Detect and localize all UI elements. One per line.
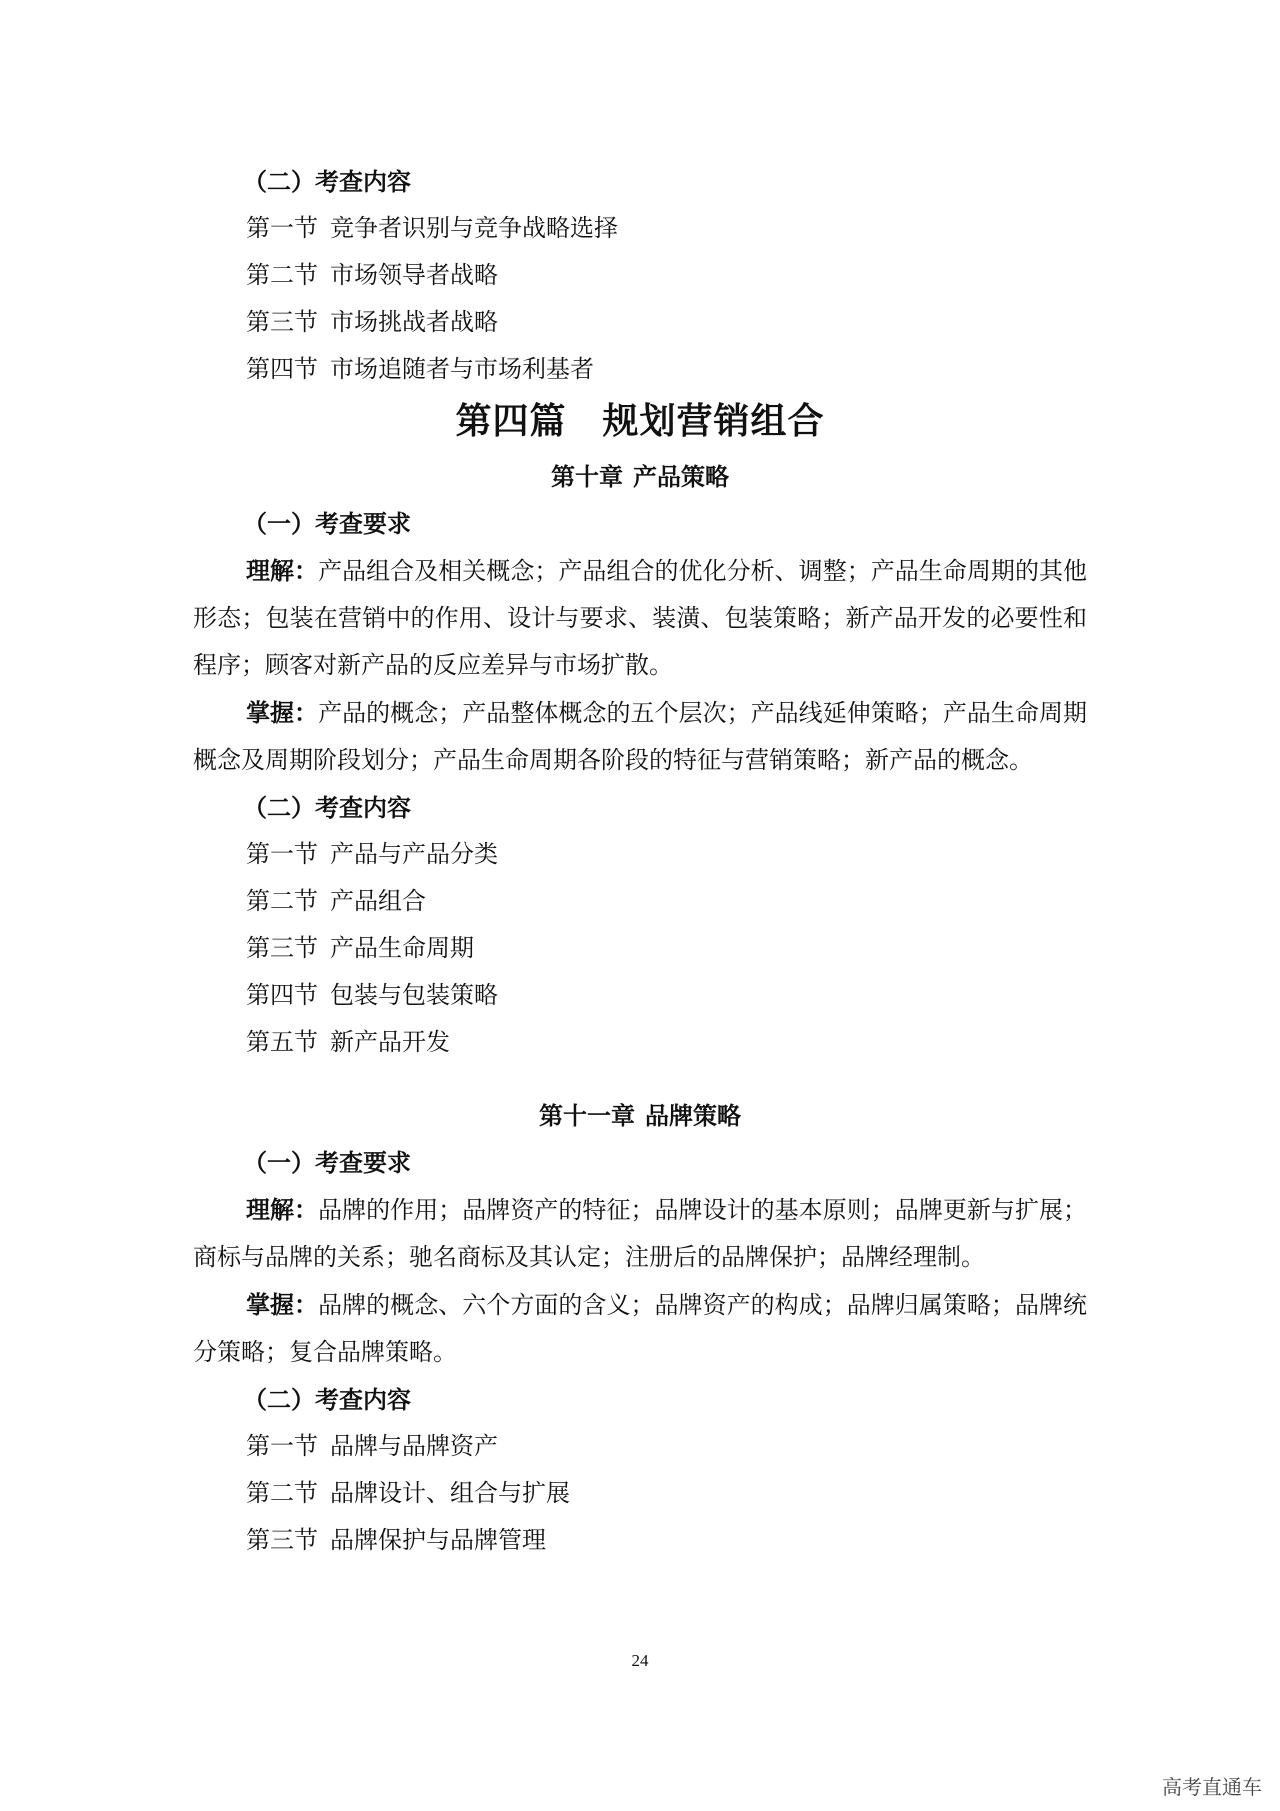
- understand-text: 产品组合及相关概念；产品组合的优化分析、调整；产品生命周期的其他形态；包装在营销中的作用、设计与要求、装潢、包装策略；新产品开发的必要性和程序；顾客对新产品的反应差异与市场扩散。: [193, 557, 1088, 679]
- section-number: 第一节: [246, 214, 318, 242]
- part-name: 规划营销组合: [602, 400, 825, 442]
- section-number: 第三节: [246, 934, 318, 962]
- chapter-title: [193, 453, 1087, 500]
- section-item: [193, 831, 1087, 878]
- section-title: 市场追随者与市场利基者: [330, 355, 594, 383]
- section-item: [193, 252, 1087, 299]
- chapter-number: 第十一章: [539, 1101, 635, 1130]
- understand-paragraph: [193, 547, 1087, 689]
- section-title: 新产品开发: [330, 1028, 450, 1056]
- understand-label: 理解：: [246, 1195, 319, 1224]
- section-item: [193, 346, 1087, 393]
- section-title: 产品生命周期: [330, 934, 474, 962]
- understand-text: 品牌的作用；品牌资产的特征；品牌设计的基本原则；品牌更新与扩展；商标与品牌的关系；驰名商标及其认定；注册后的品牌保护；品牌经理制。: [193, 1196, 1088, 1271]
- section-number: 第五节: [246, 1028, 318, 1056]
- section-number: 第三节: [246, 1526, 318, 1554]
- section-title: 市场挑战者战略: [330, 308, 498, 336]
- exam-content-heading: （二）考查内容: [243, 1385, 411, 1414]
- section-title: 竞争者识别与竞争战略选择: [330, 214, 618, 242]
- exam-content-heading: （二）考查内容: [243, 167, 411, 196]
- section-title: 市场领导者战略: [330, 261, 498, 289]
- section-item: [193, 878, 1087, 925]
- section-item: [193, 1423, 1087, 1470]
- section-number: 第二节: [246, 261, 318, 289]
- section-title: 品牌与品牌资产: [330, 1432, 498, 1460]
- chapter-name: 产品策略: [633, 462, 729, 491]
- chapter-number: 第十章: [551, 462, 623, 491]
- section-item: [193, 972, 1087, 1019]
- section-title: 品牌保护与品牌管理: [330, 1526, 546, 1554]
- master-text: 产品的概念；产品整体概念的五个层次；产品线延伸策略；产品生命周期概念及周期阶段划分；产品生命周期各阶段的特征与营销策略；新产品的概念。: [193, 699, 1088, 774]
- understand-label: 理解：: [246, 556, 319, 585]
- section-number: 第一节: [246, 1432, 318, 1460]
- master-label: 掌握：: [246, 698, 319, 727]
- master-paragraph: [193, 1281, 1087, 1376]
- section-item: [193, 1517, 1087, 1564]
- exam-requirements-heading: （一）考查要求: [243, 509, 411, 538]
- section-number: 第二节: [246, 887, 318, 915]
- section-title: 品牌设计、组合与扩展: [330, 1479, 570, 1507]
- spacer: [193, 1066, 1087, 1092]
- section-number: 第三节: [246, 308, 318, 336]
- chapter-title: [193, 1092, 1087, 1139]
- understand-paragraph: [193, 1186, 1087, 1281]
- section-item: [193, 1019, 1087, 1066]
- exam-requirements-heading: （一）考查要求: [243, 1148, 411, 1177]
- section-number: 第四节: [246, 981, 318, 1009]
- section-item: [193, 925, 1087, 972]
- page-content: [193, 158, 1087, 1564]
- part-number: 第四篇: [455, 400, 567, 442]
- master-paragraph: [193, 689, 1087, 784]
- watermark: 高考直通车: [1162, 1775, 1262, 1799]
- section-title: 产品与产品分类: [330, 840, 498, 868]
- chapter-name: 品牌策略: [645, 1101, 741, 1130]
- section-item: [193, 1470, 1087, 1517]
- section-item: [193, 299, 1087, 346]
- page-number: 24: [631, 1651, 649, 1670]
- section-number: 第一节: [246, 840, 318, 868]
- section-title: 包装与包装策略: [330, 981, 498, 1009]
- master-text: 品牌的概念、六个方面的含义；品牌资产的构成；品牌归属策略；品牌统分策略；复合品牌策略。: [193, 1291, 1088, 1366]
- section-number: 第四节: [246, 355, 318, 383]
- part-title: [193, 389, 1087, 453]
- exam-content-heading: （二）考查内容: [243, 793, 411, 822]
- section-title: 产品组合: [330, 887, 426, 915]
- section-item: [193, 205, 1087, 252]
- master-label: 掌握：: [246, 1290, 319, 1319]
- section-number: 第二节: [246, 1479, 318, 1507]
